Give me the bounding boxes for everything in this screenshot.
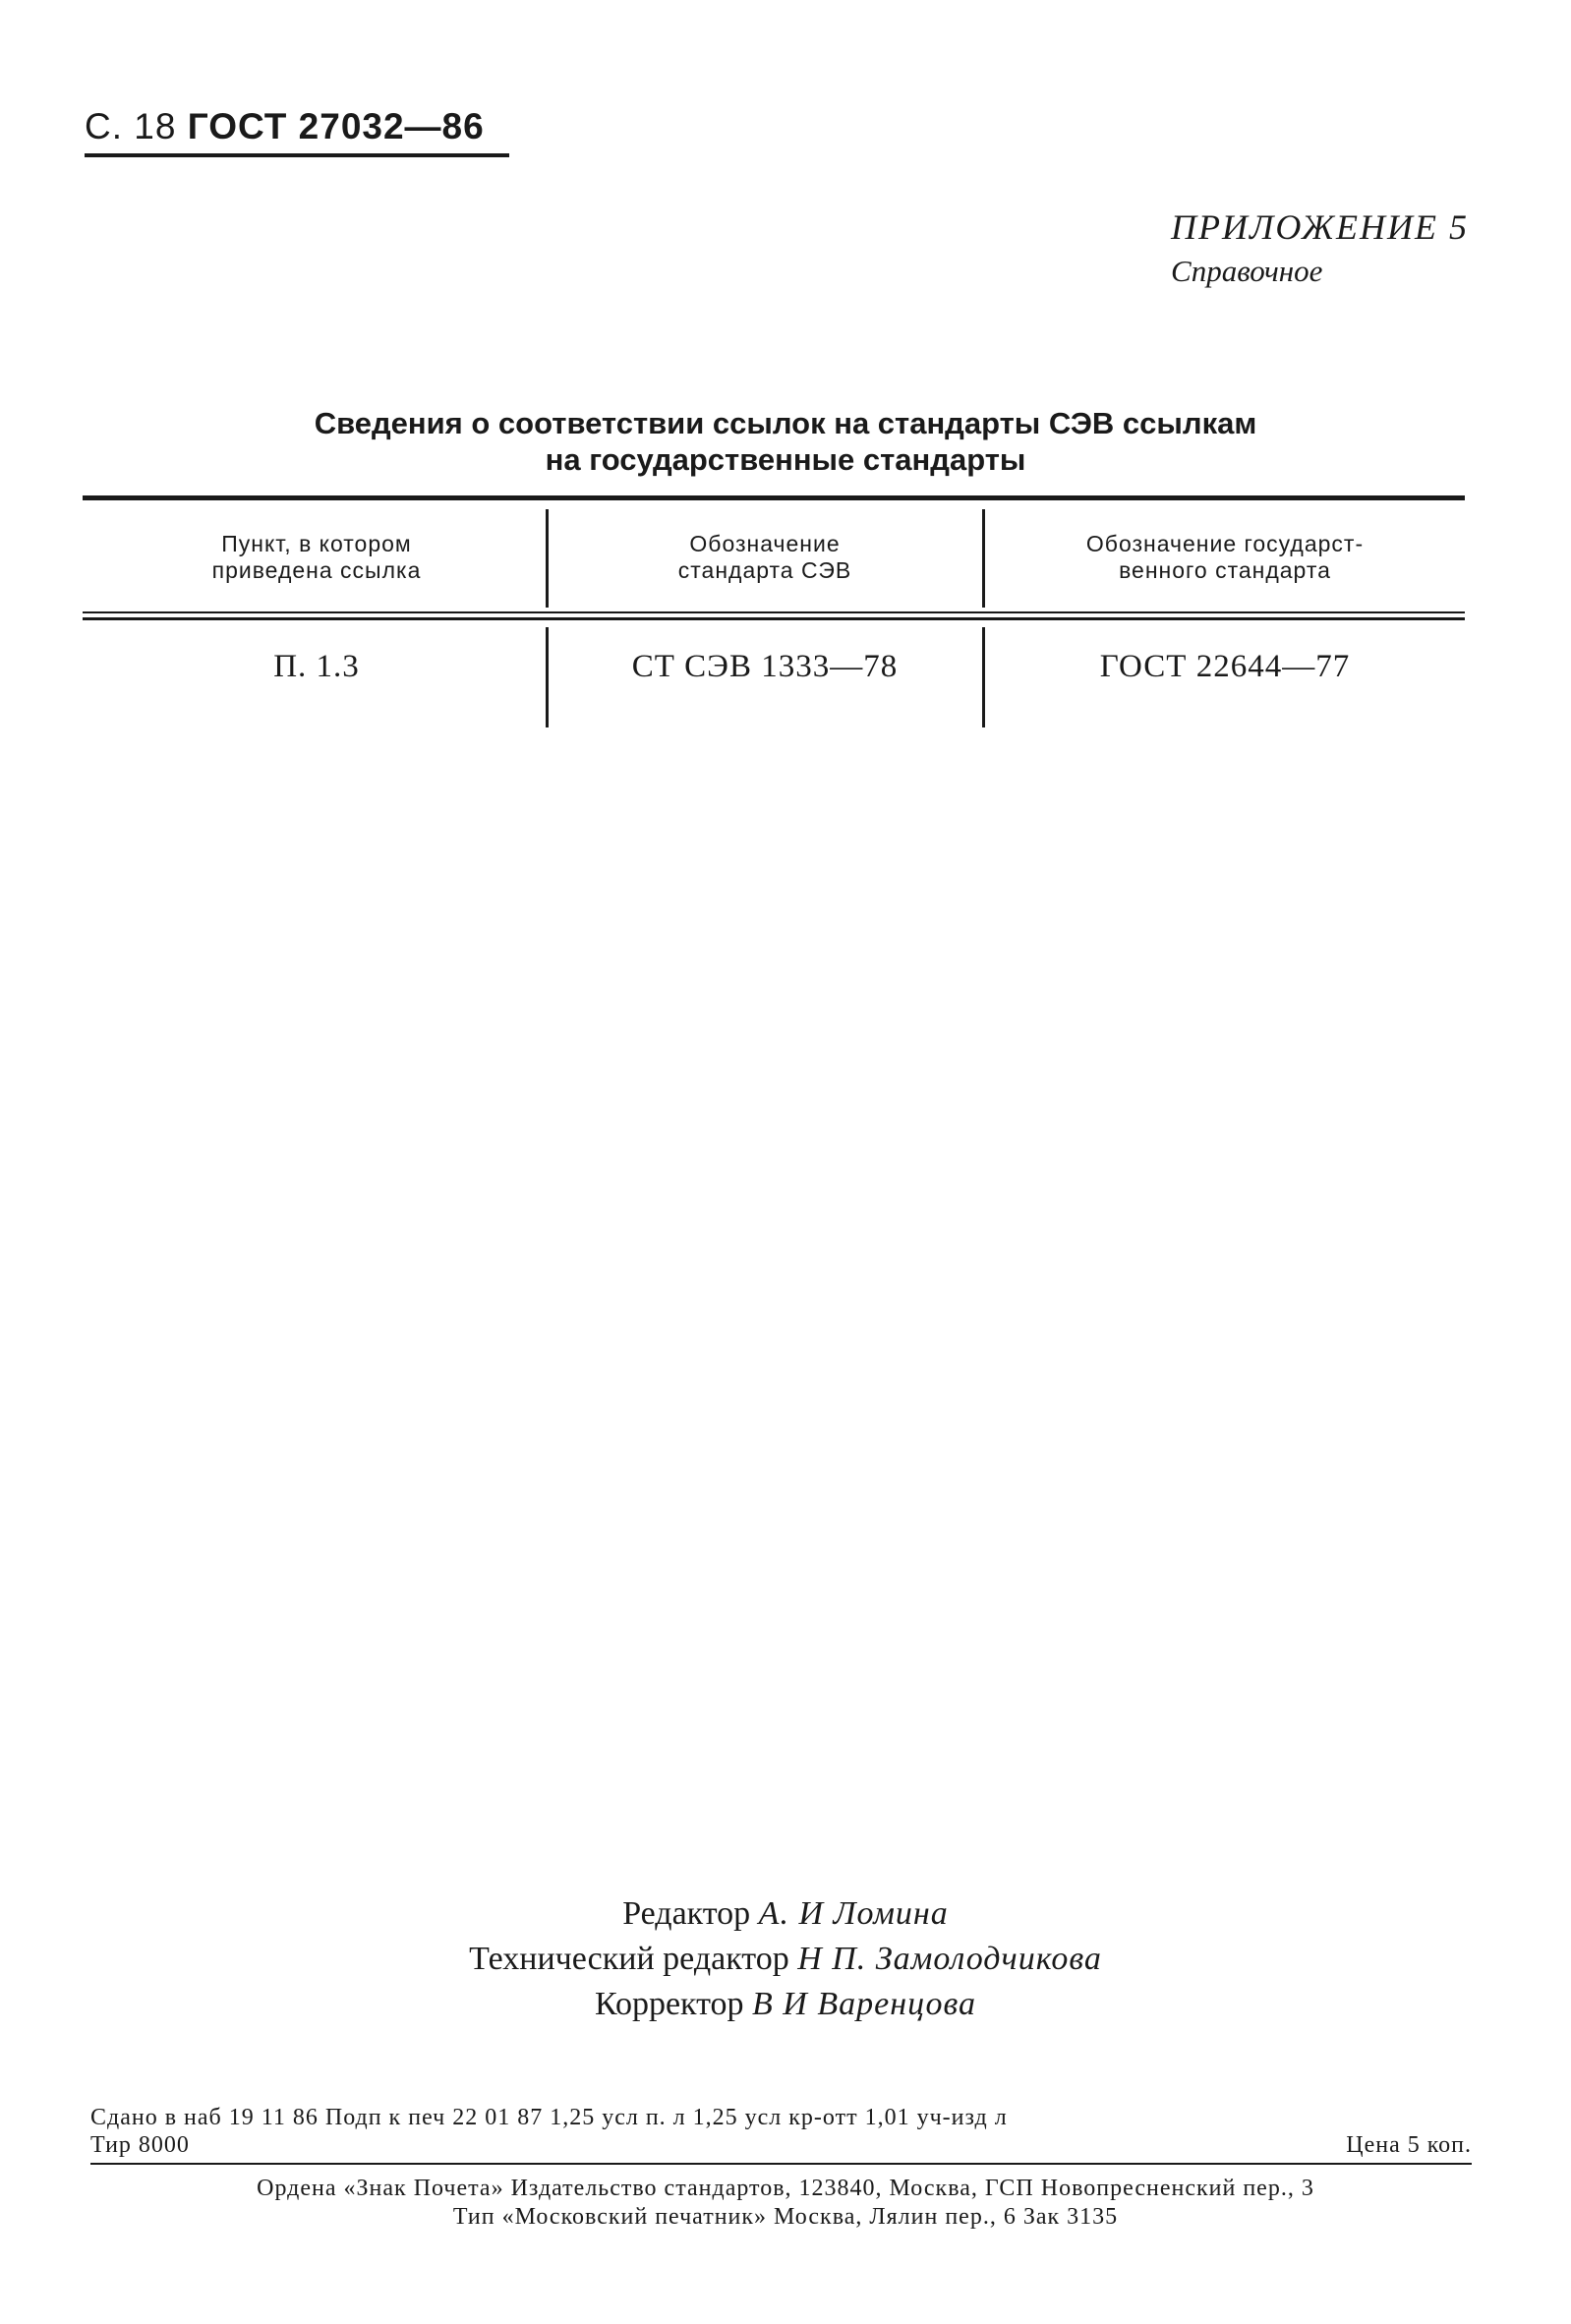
running-header — [85, 106, 485, 147]
column-header-text: венного стандарта — [1119, 557, 1331, 583]
circulation: Тир 8000 — [90, 2132, 190, 2158]
imprint — [90, 2104, 1472, 2159]
column-header-text: Пункт, в котором — [221, 531, 412, 556]
corrector-name: В И Варенцова — [752, 1986, 977, 2022]
editor-name: А. И Ломина — [758, 1895, 949, 1932]
corrector-label: Корректор — [594, 1986, 744, 2022]
column-header-cmea — [551, 531, 979, 584]
table-divider — [546, 509, 549, 608]
corrector-line — [0, 1982, 1571, 2027]
table-divider — [546, 627, 549, 727]
table-header-rule — [83, 611, 1465, 613]
column-header-clause — [90, 531, 543, 584]
header-rule — [85, 153, 509, 157]
column-header-text: приведена ссылка — [211, 557, 422, 583]
document-title — [0, 405, 1571, 478]
tech-editor-line — [0, 1937, 1571, 1982]
publisher-line-2: Тип «Московский печатник» Москва, Лялин пер., 6 Зак 3135 — [452, 2204, 1119, 2230]
appendix-subtitle: Справочное — [1171, 254, 1323, 288]
imprint-line: Сдано в наб 19 11 86 Подп к печ 22 01 87 1,25 усл п. л 1,25 усл кр-отт 1,01 уч-изд л — [90, 2105, 1008, 2130]
standard-number: ГОСТ 27032—86 — [187, 106, 485, 146]
table-divider — [982, 509, 985, 608]
title-line-2: на государственные стандарты — [545, 442, 1026, 477]
imprint-rule — [90, 2163, 1472, 2165]
credits — [0, 1891, 1571, 2027]
column-header-text: Обозначение — [689, 531, 841, 556]
tech-editor-name: Н П. Замолодчикова — [797, 1941, 1102, 1977]
table-top-rule — [83, 495, 1465, 500]
appendix-title: ПРИЛОЖЕНИЕ 5 — [1171, 207, 1469, 247]
table-header-rule — [83, 617, 1465, 620]
publisher-info — [0, 2175, 1571, 2232]
editor-line — [0, 1891, 1571, 1937]
table-cell-clause: П. 1.3 — [273, 649, 360, 684]
publisher-line-1: Ордена «Знак Почета» Издательство стандартов, 123840, Москва, ГСП Новопресненский пер., 3 — [257, 2176, 1314, 2201]
table-divider — [982, 627, 985, 727]
price: Цена 5 коп. — [1346, 2132, 1472, 2158]
page-number: С. 18 — [85, 106, 177, 146]
column-header-text: стандарта СЭВ — [677, 557, 852, 583]
title-line-1: Сведения о соответствии ссылок на стандарты СЭВ ссылкам — [314, 406, 1257, 440]
editor-label: Редактор — [622, 1895, 751, 1932]
appendix-label — [1171, 206, 1469, 289]
table-cell-gost: ГОСТ 22644—77 — [1099, 649, 1351, 684]
column-header-text: Обозначение государст- — [1085, 531, 1365, 556]
table-cell-cmea: СТ СЭВ 1333—78 — [631, 649, 899, 684]
column-header-gost — [987, 531, 1463, 584]
tech-editor-label: Технический редактор — [469, 1941, 789, 1977]
